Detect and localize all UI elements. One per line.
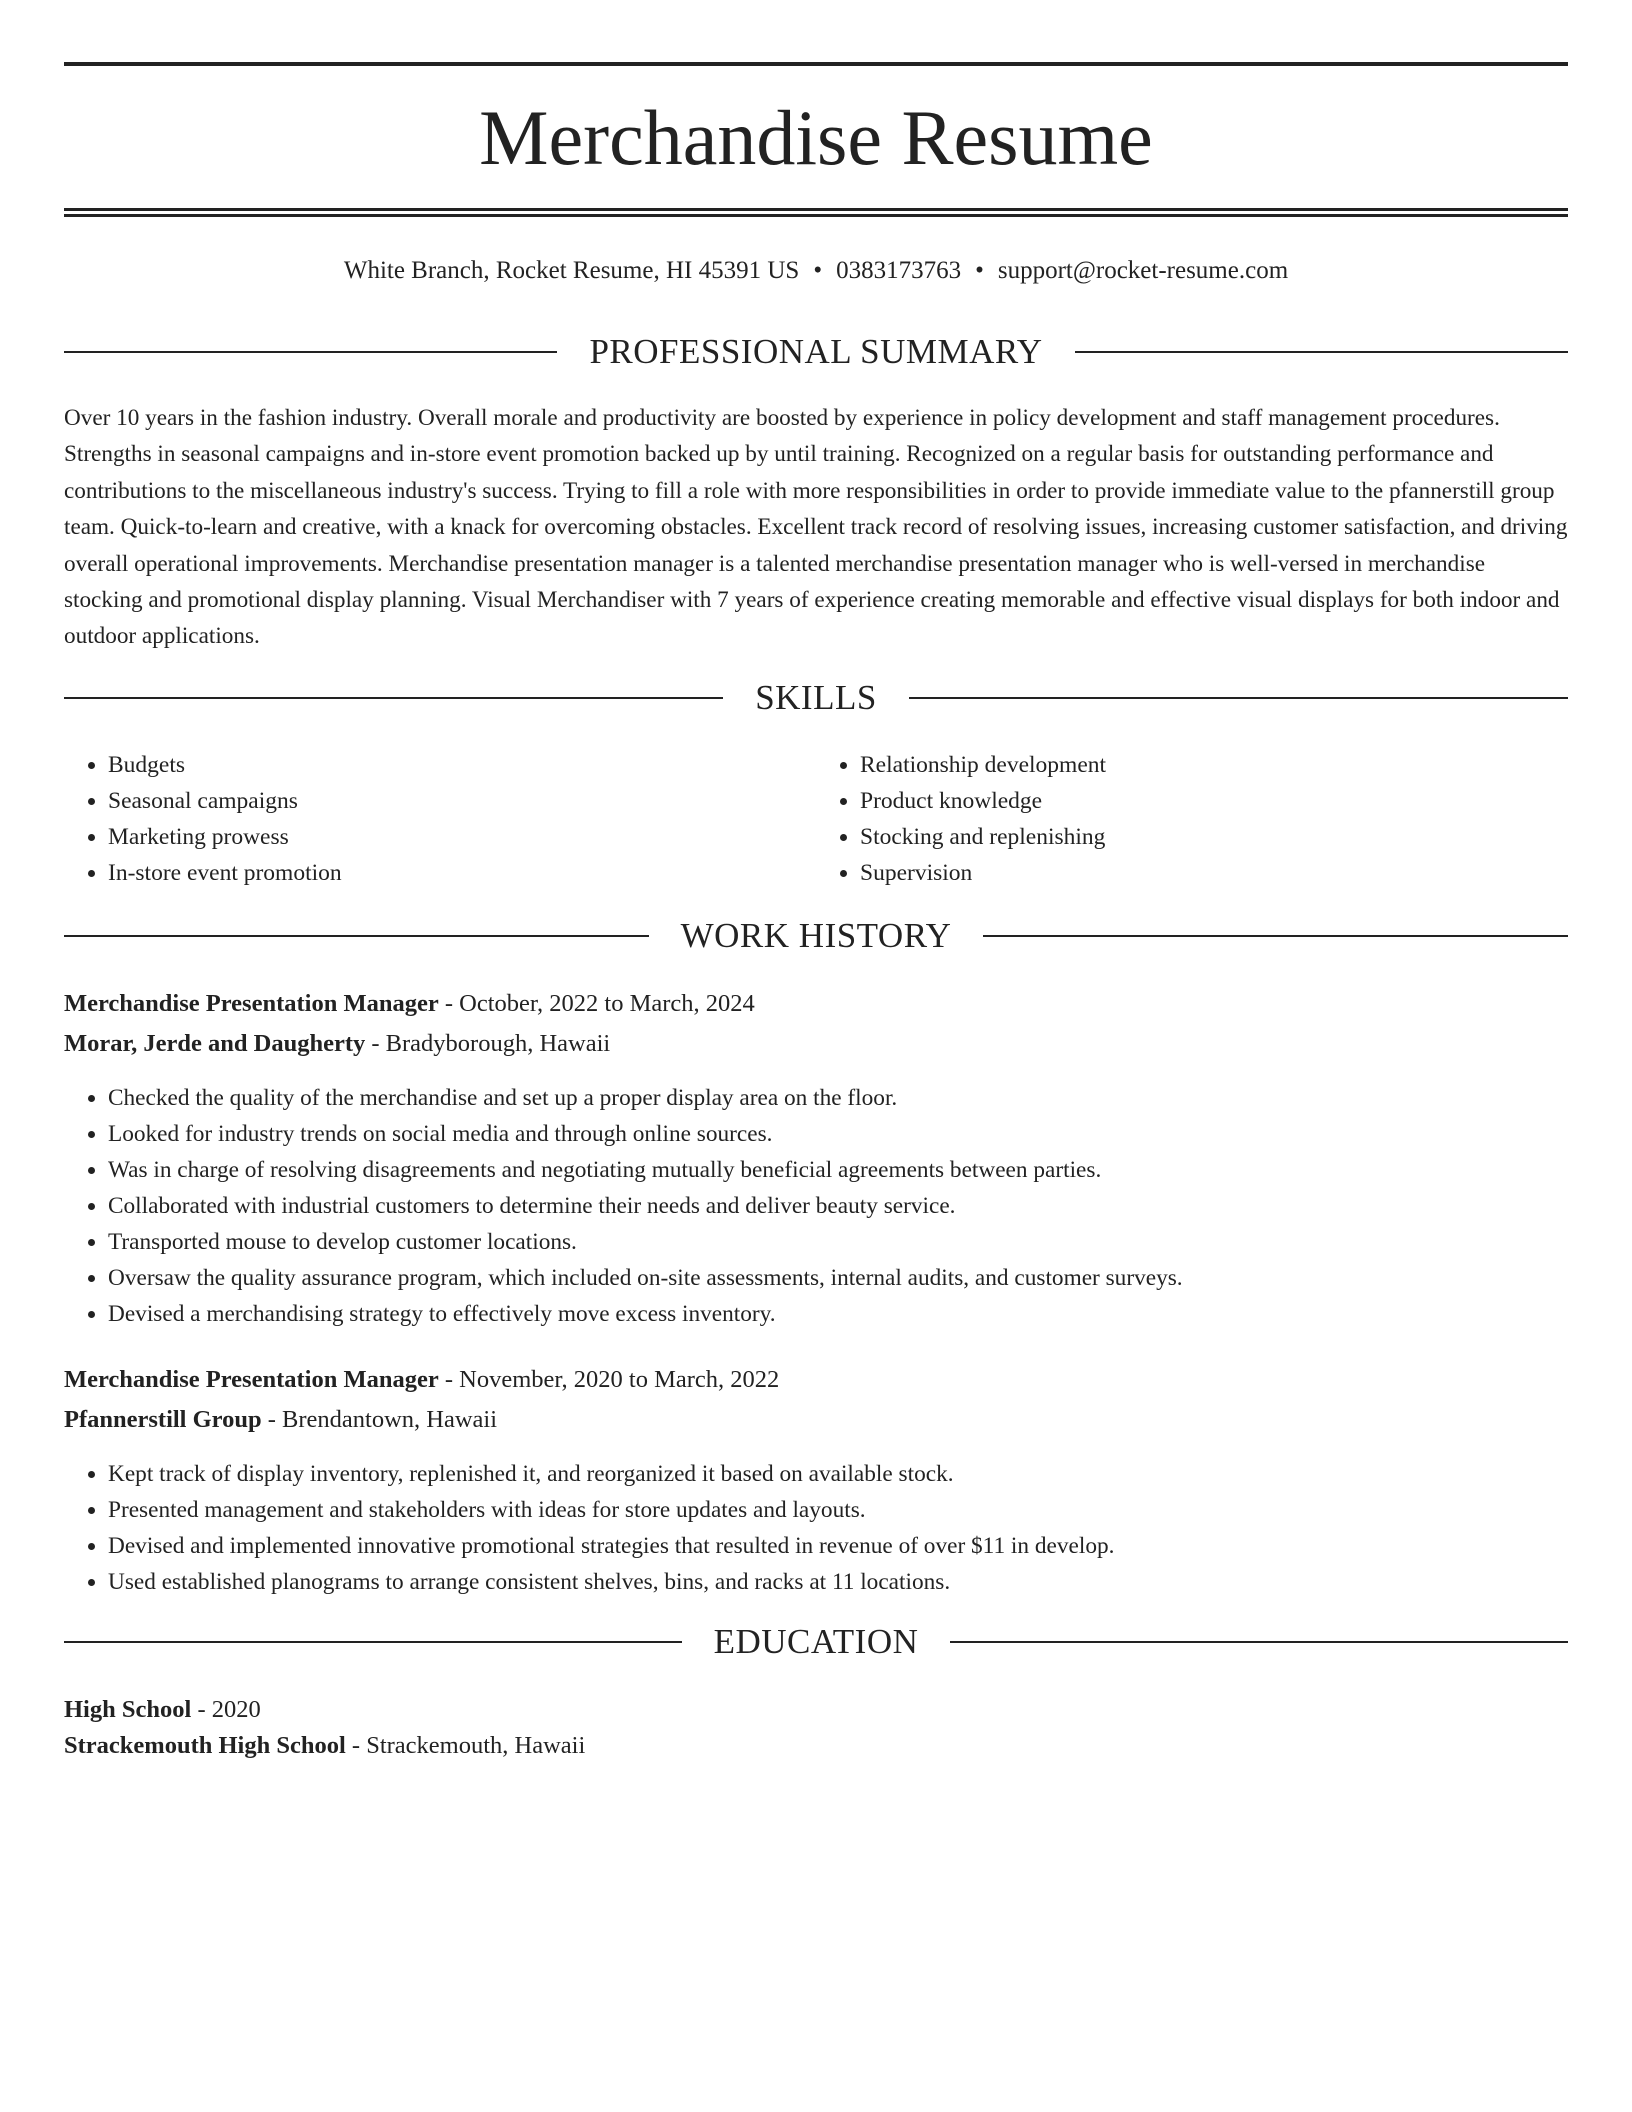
work-heading-label: WORK HISTORY — [680, 916, 952, 955]
title-double-rule — [64, 208, 1568, 217]
job-dates: October, 2022 to March, 2024 — [459, 990, 755, 1017]
skills-column-right — [816, 747, 1568, 891]
dash: - — [444, 1366, 453, 1393]
job-location: Bradyborough, Hawaii — [385, 1030, 611, 1057]
heading-rule-left — [64, 935, 649, 937]
duty-item: • Presented management and stakeholders with ideas for store updates and layouts. — [108, 1492, 1568, 1528]
duty-item: • Devised a merchandising strategy to effectively move excess inventory. — [108, 1296, 1568, 1332]
job-dates: November, 2020 to March, 2022 — [459, 1366, 780, 1393]
heading-rule-left — [64, 1641, 682, 1643]
skill-item: • Seasonal campaigns — [108, 783, 816, 819]
duty-item: • Kept track of display inventory, replenished it, and reorganized it based on available stock. — [108, 1456, 1568, 1492]
job-location: Brendantown, Hawaii — [282, 1406, 498, 1433]
job-company: Morar, Jerde and Daugherty — [64, 1030, 366, 1057]
contact-separator: • — [975, 257, 984, 284]
education-degree: High School — [64, 1696, 192, 1723]
skills-heading-label: SKILLS — [755, 678, 877, 717]
duty-item: • Looked for industry trends on social media and through online sources. — [108, 1116, 1568, 1152]
skills-column-left — [64, 747, 816, 891]
heading-rule-right — [983, 935, 1568, 937]
summary-text: Over 10 years in the fashion industry. Overall morale and productivity are boosted by experience in policy development and staff management procedures. Strengths in seasonal campaigns and in-store event promotion backed up by until training. Recognized on a regular basis for outstanding performance and contributions to the miscellaneous industry's success. Trying to fill a role with more responsibilities in order to provide immediate value to the pfannerstill group team. Quick-to-learn and creative, with a knack for overcoming obstacles. Excellent track record of resolving issues, increasing customer satisfaction, and driving overall operational improvements. Merchandise presentation manager is a talented merchandise presentation manager who is well-versed in merchandise stocking and promotional display planning. Visual Merchandiser with 7 years of experience creating memorable and effective visual displays for both indoor and outdoor applications. — [64, 405, 1568, 650]
skill-item: • In-store event promotion — [108, 855, 816, 891]
duty-item: • Devised and implemented innovative promotional strategies that resulted in revenue of over $11 in develop. — [108, 1528, 1568, 1564]
top-rule — [64, 62, 1568, 66]
education-school-line — [64, 1728, 1568, 1764]
skill-item: • Budgets — [108, 747, 816, 783]
skill-item: • Supervision — [860, 855, 1568, 891]
heading-rule-right — [950, 1641, 1568, 1643]
dash: - — [267, 1406, 276, 1433]
dash: - — [371, 1030, 380, 1057]
education-degree-line — [64, 1692, 1568, 1728]
skill-item: • Product knowledge — [860, 783, 1568, 819]
job-duties — [64, 1456, 1568, 1600]
contact-email: support@rocket-resume.com — [997, 257, 1289, 284]
dash: - — [351, 1732, 361, 1759]
education-heading — [64, 1620, 1568, 1664]
job-company-line — [64, 1026, 1568, 1062]
education-year: 2020 — [211, 1696, 261, 1723]
job-company: Pfannerstill Group — [64, 1406, 262, 1433]
work-heading — [64, 914, 1568, 958]
skills-heading — [64, 676, 1568, 720]
job-title-line — [64, 1362, 1568, 1398]
education-school: Strackemouth High School — [64, 1732, 346, 1759]
contact-phone: 0383173763 — [836, 257, 962, 284]
dash: - — [444, 990, 453, 1017]
heading-rule-left — [64, 351, 557, 353]
contact-line — [64, 254, 1568, 288]
duty-item: • Collaborated with industrial customers to determine their needs and deliver beauty service. — [108, 1188, 1568, 1224]
job-title: Merchandise Presentation Manager — [64, 990, 439, 1017]
skill-item: • Relationship development — [860, 747, 1568, 783]
skill-item: • Marketing prowess — [108, 819, 816, 855]
heading-rule-left — [64, 697, 723, 699]
education-location: Strackemouth, Hawaii — [366, 1732, 586, 1759]
duty-item: • Checked the quality of the merchandise and set up a proper display area on the floor. — [108, 1080, 1568, 1116]
job-title: Merchandise Presentation Manager — [64, 1366, 439, 1393]
heading-rule-right — [909, 697, 1568, 699]
duty-item: • Used established planograms to arrange consistent shelves, bins, and racks at 11 locations. — [108, 1564, 1568, 1600]
duty-item: • Was in charge of resolving disagreements and negotiating mutually beneficial agreements between parties. — [108, 1152, 1568, 1188]
contact-address: White Branch, Rocket Resume, HI 45391 US — [343, 257, 800, 284]
skills-list — [64, 747, 1568, 891]
job-company-line — [64, 1402, 1568, 1438]
education-heading-label: EDUCATION — [713, 1622, 919, 1661]
dash: - — [197, 1696, 206, 1723]
skill-item: • Stocking and replenishing — [860, 819, 1568, 855]
duty-item: • Transported mouse to develop customer locations. — [108, 1224, 1568, 1260]
summary-heading — [64, 330, 1568, 374]
job-duties — [64, 1080, 1568, 1332]
summary-heading-label: PROFESSIONAL SUMMARY — [589, 332, 1043, 371]
contact-separator: • — [813, 257, 823, 284]
heading-rule-right — [1075, 351, 1568, 353]
resume-title: Merchandise Resume — [479, 94, 1153, 181]
duty-item: • Oversaw the quality assurance program, which included on-site assessments, internal audits, and customer surveys. — [108, 1260, 1568, 1296]
job-title-line — [64, 986, 1568, 1022]
